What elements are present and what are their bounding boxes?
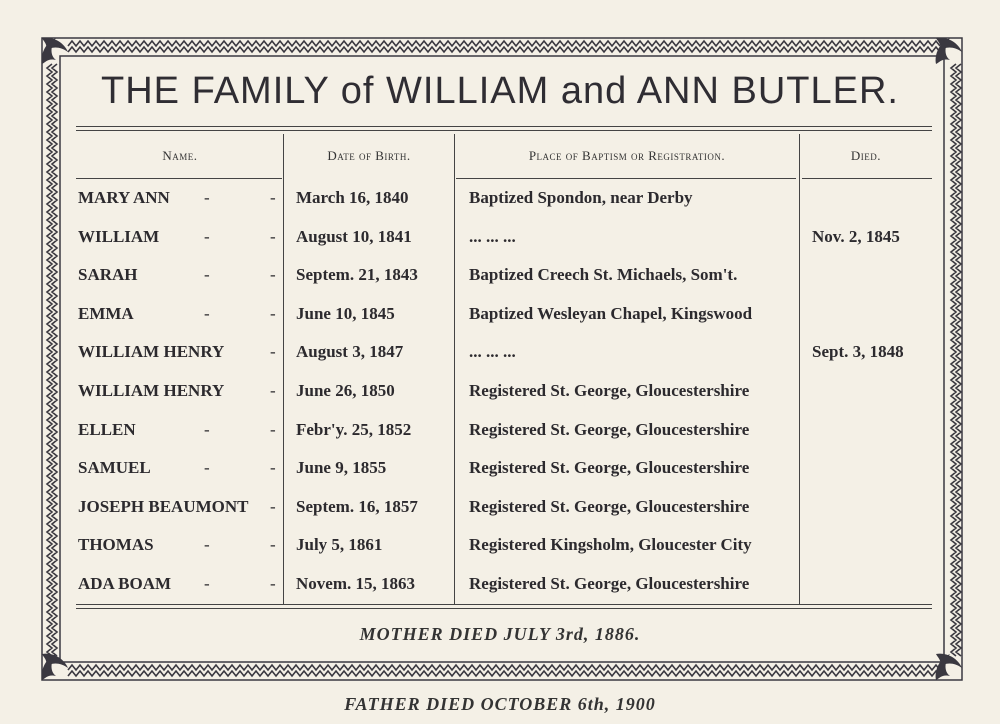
place-cell: ... ... ... <box>469 226 516 246</box>
name-cell: ELLEN <box>78 419 136 439</box>
header-place: Place of Baptism or Registration. <box>528 148 726 163</box>
date-of-birth-cell: Febr'y. 25, 1852 <box>296 419 412 439</box>
column-dash: - <box>270 496 276 516</box>
column-dash: - <box>270 535 276 555</box>
place-cell: Registered Kingsholm, Gloucester City <box>469 535 752 555</box>
date-of-birth-cell: Septem. 16, 1857 <box>296 496 418 516</box>
name-dash: - <box>204 535 210 555</box>
name-cell: SARAH <box>78 265 138 285</box>
name-cell: EMMA <box>78 303 134 323</box>
died-cell: Nov. 2, 1845 <box>812 226 900 246</box>
table-row <box>0 458 1000 496</box>
column-dash: - <box>270 188 276 207</box>
place-cell: Registered St. George, Gloucestershire <box>469 419 750 439</box>
name-cell: JOSEPH BEAUMONT <box>78 496 249 516</box>
table-row <box>0 342 1000 380</box>
place-cell: Baptized Creech St. Michaels, Som't. <box>469 265 738 285</box>
table-row <box>0 188 1000 226</box>
table-row <box>0 227 1000 265</box>
name-cell: SAMUEL <box>78 458 151 478</box>
date-of-birth-cell: March 16, 1840 <box>296 188 409 207</box>
table-row <box>0 420 1000 458</box>
name-dash: - <box>204 458 210 478</box>
mother-died-note: MOTHER DIED JULY 3rd, 1886. <box>359 624 641 644</box>
place-cell: Registered St. George, Gloucestershire <box>469 574 750 593</box>
header-underline-died <box>802 178 932 179</box>
corner-ornament <box>936 38 962 64</box>
place-cell: Baptized Wesleyan Chapel, Kingswood <box>469 303 753 323</box>
column-dash: - <box>270 265 276 285</box>
name-cell: WILLIAM HENRY <box>78 342 225 362</box>
column-dash: - <box>270 419 276 439</box>
column-dash: - <box>270 226 276 246</box>
date-of-birth-cell: June 26, 1850 <box>296 381 395 400</box>
place-cell: Registered St. George, Gloucestershire <box>469 496 750 516</box>
corner-ornament <box>936 654 962 680</box>
header-date-of-birth: Date of Birth. <box>327 148 411 163</box>
date-of-birth-cell: Novem. 15, 1863 <box>296 574 415 593</box>
place-cell: Registered St. George, Gloucestershire <box>469 381 750 400</box>
corner-ornament <box>42 38 68 64</box>
table-row <box>0 497 1000 535</box>
father-died-note: FATHER DIED OCTOBER 6th, 1900 <box>344 694 656 714</box>
name-dash: - <box>204 188 210 207</box>
place-cell: Registered St. George, Gloucestershire <box>469 458 750 478</box>
table-row <box>0 381 1000 419</box>
died-cell: Sept. 3, 1848 <box>812 342 904 362</box>
header-died: Died. <box>850 148 882 163</box>
name-cell: THOMAS <box>78 535 154 555</box>
table-row <box>0 535 1000 573</box>
column-dash: - <box>270 574 276 593</box>
table-row <box>0 574 1000 612</box>
column-dash: - <box>270 342 276 362</box>
name-cell: WILLIAM HENRY <box>78 381 225 400</box>
table-top-rule <box>76 126 932 127</box>
header-name: Name. <box>162 148 198 163</box>
date-of-birth-cell: August 10, 1841 <box>296 226 412 246</box>
name-cell: ADA BOAM <box>78 574 172 593</box>
column-dash: - <box>270 303 276 323</box>
place-cell: ... ... ... <box>469 342 516 362</box>
name-dash: - <box>204 226 210 246</box>
header-underline-name <box>76 178 282 179</box>
name-cell: WILLIAM <box>78 226 160 246</box>
name-cell: MARY ANN <box>78 188 170 207</box>
corner-ornament <box>42 654 68 680</box>
place-cell: Baptized Spondon, near Derby <box>469 188 693 207</box>
column-dash: - <box>270 381 276 400</box>
name-dash: - <box>204 574 210 593</box>
column-dash: - <box>270 458 276 478</box>
name-dash: - <box>204 419 210 439</box>
date-of-birth-cell: Septem. 21, 1843 <box>296 265 418 285</box>
date-of-birth-cell: July 5, 1861 <box>296 535 383 555</box>
name-dash: - <box>204 265 210 285</box>
header-underline-place <box>456 178 796 179</box>
table-row <box>0 265 1000 303</box>
date-of-birth-cell: August 3, 1847 <box>296 342 404 362</box>
date-of-birth-cell: June 10, 1845 <box>296 303 395 323</box>
name-dash: - <box>204 303 210 323</box>
date-of-birth-cell: June 9, 1855 <box>296 458 387 478</box>
page-title: THE FAMILY of WILLIAM and ANN BUTLER. <box>101 70 899 112</box>
table-top-rule-inner <box>76 130 932 131</box>
table-row <box>0 304 1000 342</box>
